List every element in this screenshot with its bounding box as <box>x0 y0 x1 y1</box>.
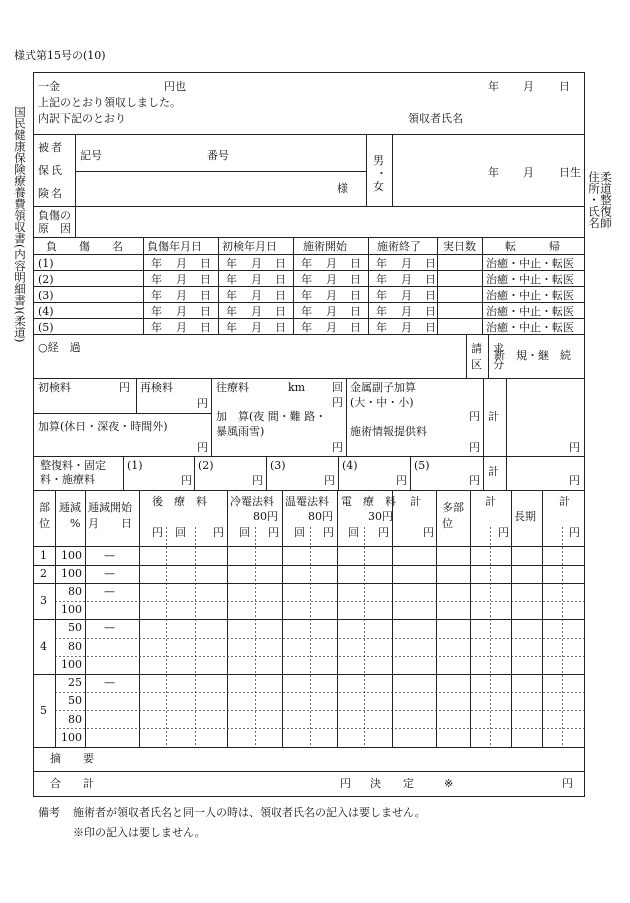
koryo-header: 後 療 料 <box>152 495 207 508</box>
kettei-label: 決 定 <box>370 777 414 790</box>
injury-date-part: 日 <box>350 273 361 286</box>
first-exam-label: 初検料 <box>38 381 71 394</box>
detail-kei-1-en: 円 <box>423 526 434 539</box>
injury-date-part: 年 <box>151 289 162 302</box>
detail-kei-3-en: 円 <box>569 526 580 539</box>
tabui-2: 位 <box>442 517 453 530</box>
injury-date-part: 年 <box>226 321 237 334</box>
fee-total-yen: 円 <box>569 441 580 454</box>
form-title: 国民健康保険療養費領収書(内容明細書)(柔道) <box>13 106 27 343</box>
injury-date-part: 月 <box>401 273 412 286</box>
denki-price: 30円 <box>368 510 393 523</box>
injury-date-part: 月 <box>326 289 337 302</box>
injury-date-part: 日 <box>425 273 436 286</box>
injury-date-part: 日 <box>200 273 211 286</box>
detail-pct: 80 <box>68 639 82 653</box>
denki-en: 円 <box>378 526 389 539</box>
injury-date-part: 日 <box>200 321 211 334</box>
injury-date-part: 月 <box>176 289 187 302</box>
injury-date-part: 月 <box>176 305 187 318</box>
tekiyo-label: 摘 要 <box>50 752 94 765</box>
detail-pct: 25 <box>68 676 82 690</box>
choki-header: 長期 <box>514 510 536 523</box>
seifuku-total-yen: 円 <box>569 474 580 487</box>
detail-dash: — <box>104 676 115 690</box>
injury-date-part: 月 <box>326 305 337 318</box>
onanpo-en: 円 <box>323 526 334 539</box>
biko-label: 備考 <box>38 806 60 819</box>
form-number: 様式第15号の(10) <box>14 49 106 62</box>
teigen-2: % <box>70 517 81 530</box>
birth-year: 年 <box>488 166 499 179</box>
detail-part-number: 3 <box>40 594 47 607</box>
detail-pct: 80 <box>68 585 82 598</box>
injury-date-part: 年 <box>151 257 162 270</box>
detail-kei-3: 計 <box>559 495 570 508</box>
detail-pct: 50 <box>68 694 82 708</box>
seifuku-kei: 計 <box>488 465 499 478</box>
visit-kai: 回 <box>332 381 343 394</box>
outcome-options: 治癒・中止・転医 <box>486 289 574 302</box>
injury-date-part: 月 <box>401 289 412 302</box>
injury-date-part: 日 <box>425 289 436 302</box>
note-line-1: 施術者が領収者氏名と同一人の時は、領収者氏名の記入は要しません。 <box>73 806 426 819</box>
injury-date-part: 日 <box>350 305 361 318</box>
injury-date-part: 年 <box>376 273 387 286</box>
detail-pct: 100 <box>61 567 82 580</box>
seifuku-slot-yen: 円 <box>324 474 335 487</box>
detail-pct: 50 <box>68 621 82 635</box>
injury-date-part: 年 <box>301 289 312 302</box>
cause-label-2: 原 因 <box>38 222 71 235</box>
days-header: 実日数 <box>443 240 476 253</box>
receipt-month: 月 <box>523 80 534 93</box>
outcome-header: 転 帰 <box>505 240 560 253</box>
koryo-en-2: 円 <box>213 526 224 539</box>
onanpo-price: 80円 <box>308 510 333 523</box>
surcharge-label: 加算(休日・深夜・時間外) <box>38 420 168 433</box>
injury-date-part: 月 <box>251 289 262 302</box>
re-exam-yen: 円 <box>197 397 208 410</box>
note-line-2: ※印の記入は要しません。 <box>73 826 206 839</box>
surcharge-yen: 円 <box>197 441 208 454</box>
en-nari-label: 円也 <box>164 80 186 93</box>
detail-pct: 100 <box>61 730 82 744</box>
metal-yen: 円 <box>469 410 480 423</box>
seifuku-slot-label: (2) <box>198 459 214 472</box>
injury-date-part: 年 <box>226 305 237 318</box>
injury-date-part: 年 <box>301 257 312 270</box>
injury-date-part: 日 <box>425 305 436 318</box>
detail-part-number: 1 <box>40 548 47 562</box>
onanpo-header: 温罨法料 <box>285 495 329 508</box>
detail-part-number: 4 <box>40 639 47 653</box>
injury-row-number: (5) <box>38 321 54 334</box>
injury-row-number: (1) <box>38 257 54 270</box>
denki-header: 電 療 料 <box>341 495 396 508</box>
injury-date-part: 月 <box>401 321 412 334</box>
injury-date-part: 年 <box>376 305 387 318</box>
injury-date-part: 年 <box>226 257 237 270</box>
seifuku-slot-label: (5) <box>414 459 430 472</box>
injury-date-part: 年 <box>376 321 387 334</box>
injury-date-part: 年 <box>226 273 237 286</box>
seifuku-label-1: 整復料・固定 <box>40 459 106 472</box>
injury-date-part: 日 <box>350 321 361 334</box>
injury-date-part: 日 <box>275 257 286 270</box>
injury-date-part: 年 <box>376 289 387 302</box>
injury-date-part: 月 <box>251 321 262 334</box>
detail-dash: — <box>104 585 115 598</box>
seifuku-slot-yen: 円 <box>181 474 192 487</box>
injury-date-part: 日 <box>275 273 286 286</box>
reianpo-header: 冷罨法料 <box>230 495 274 508</box>
injury-date-part: 日 <box>200 289 211 302</box>
injury-date-part: 月 <box>251 273 262 286</box>
teigen-start-1: 逓減開始 <box>88 501 132 514</box>
injury-date-part: 月 <box>326 321 337 334</box>
insured-label-1: 被者 <box>38 141 64 154</box>
metal-sub: (大・中・小) <box>350 396 414 409</box>
reianpo-en: 円 <box>268 526 279 539</box>
injury-date-part: 年 <box>301 305 312 318</box>
onanpo-kai: 回 <box>294 526 305 539</box>
end-header: 施術終了 <box>377 240 421 253</box>
injury-date-part: 月 <box>176 273 187 286</box>
detail-dash: — <box>104 621 115 635</box>
fee-kei: 計 <box>488 410 499 423</box>
seifuku-slot-yen: 円 <box>252 474 263 487</box>
injury-date-part: 日 <box>350 257 361 270</box>
bui-1: 部 <box>39 501 50 514</box>
insured-label-3: 険名 <box>38 187 64 200</box>
injury-date-part: 日 <box>425 257 436 270</box>
injury-date-part: 月 <box>401 257 412 270</box>
seifuku-slot-yen: 円 <box>469 474 480 487</box>
practitioner-label: 柔道整復師 <box>599 171 613 229</box>
injury-row-number: (2) <box>38 273 54 286</box>
outcome-options: 治癒・中止・転医 <box>486 305 574 318</box>
visit-yen: 円 <box>332 396 343 409</box>
detail-kei-2: 計 <box>485 495 496 508</box>
tabui-1: 多部 <box>442 501 464 514</box>
sex-dot: ・ <box>376 167 387 180</box>
ikkin-label: 一金 <box>38 80 60 93</box>
claim-value: 新 規・継 続 <box>494 349 571 362</box>
birth-day: 日生 <box>559 166 581 179</box>
injury-date-part: 日 <box>275 321 286 334</box>
outcome-options: 治癒・中止・転医 <box>486 273 574 286</box>
sex-male: 男 <box>373 154 384 167</box>
denki-kai: 回 <box>348 526 359 539</box>
injury-date-part: 日 <box>275 289 286 302</box>
reianpo-kai: 回 <box>239 526 250 539</box>
receipt-day: 日 <box>559 80 570 93</box>
injury-date-part: 年 <box>151 305 162 318</box>
injury-date-part: 月 <box>326 257 337 270</box>
injury-date-part: 年 <box>376 257 387 270</box>
info-fee-yen: 円 <box>469 441 480 454</box>
injury-date-part: 年 <box>226 289 237 302</box>
sama-label: 様 <box>337 182 348 195</box>
seifuku-slot-label: (1) <box>127 459 143 472</box>
visit-km: km <box>288 381 306 394</box>
injury-date-header: 負傷年月日 <box>147 240 202 253</box>
detail-kei-2-en: 円 <box>498 526 509 539</box>
injury-date-part: 月 <box>176 321 187 334</box>
seifuku-slot-label: (4) <box>342 459 358 472</box>
injury-name-header: 負 傷 名 <box>46 240 123 253</box>
start-header: 施術開始 <box>303 240 347 253</box>
injury-date-part: 日 <box>275 305 286 318</box>
injury-date-part: 月 <box>251 257 262 270</box>
injury-date-part: 月 <box>326 273 337 286</box>
outcome-options: 治癒・中止・転医 <box>486 257 574 270</box>
detail-pct: 100 <box>61 548 82 562</box>
teigen-1: 逓減 <box>59 501 81 514</box>
injury-date-part: 日 <box>200 305 211 318</box>
metal-label: 金属副子加算 <box>350 381 416 394</box>
detail-pct: 100 <box>61 657 82 671</box>
injury-date-part: 年 <box>151 321 162 334</box>
detail-dash: — <box>104 567 115 580</box>
detail-pct: 100 <box>61 603 82 616</box>
kettei-yen: 円 <box>562 777 573 790</box>
info-fee-label: 施術情報提供料 <box>350 425 427 438</box>
visit-add-2: 暴風雨雪) <box>216 425 265 438</box>
injury-row-number: (3) <box>38 289 54 302</box>
injury-date-part: 月 <box>401 305 412 318</box>
sex-female: 女 <box>373 180 384 193</box>
injury-date-part: 月 <box>176 257 187 270</box>
insured-label-2: 保氏 <box>38 164 64 177</box>
visit-label: 往療料 <box>216 381 249 394</box>
detail-part-number: 2 <box>40 567 47 580</box>
detail-kei-1: 計 <box>410 495 421 508</box>
seifuku-slot-yen: 円 <box>396 474 407 487</box>
receiver-name-label: 領収者氏名 <box>408 112 463 125</box>
detail-part-number: 5 <box>40 703 47 717</box>
injury-date-part: 日 <box>200 257 211 270</box>
koryo-en: 円 <box>152 526 163 539</box>
kigo-label: 記号 <box>80 149 102 162</box>
bango-label: 番号 <box>207 149 229 162</box>
injury-date-part: 日 <box>425 321 436 334</box>
injury-date-part: 日 <box>350 289 361 302</box>
teigen-start-2: 月 日 <box>88 517 132 530</box>
seifuku-slot-label: (3) <box>270 459 286 472</box>
injury-date-part: 年 <box>151 273 162 286</box>
bui-2: 位 <box>39 517 50 530</box>
injury-date-part: 年 <box>301 321 312 334</box>
detail-dash: — <box>104 548 115 562</box>
injury-row-number: (4) <box>38 305 54 318</box>
kettei-mark: ※ <box>444 777 454 790</box>
claim-label-2: 区 分 <box>471 358 504 371</box>
visit-add-1: 加 算(夜 間・難 路・ <box>216 410 327 423</box>
koryo-kai: 回 <box>175 526 186 539</box>
received-text: 上記のとおり領収しました。 <box>38 96 181 109</box>
receipt-year: 年 <box>488 80 499 93</box>
visit-add-yen: 円 <box>332 441 343 454</box>
seifuku-label-2: 料・施療料 <box>40 473 95 486</box>
first-exam-yen: 円 <box>119 381 130 394</box>
progress-label: ○経 過 <box>38 341 81 354</box>
address-name-label: 住所・氏名 <box>587 171 601 229</box>
first-visit-header: 初検年月日 <box>222 240 277 253</box>
injury-date-part: 年 <box>301 273 312 286</box>
outcome-options: 治癒・中止・転医 <box>486 321 574 334</box>
cause-label-1: 負傷の <box>38 209 71 222</box>
breakdown-text: 内訳下記のとおり <box>38 112 126 125</box>
birth-month: 月 <box>523 166 534 179</box>
total-yen: 円 <box>340 777 351 790</box>
total-label: 合 計 <box>50 777 94 790</box>
claim-label-1: 請 求 <box>471 342 504 355</box>
detail-pct: 80 <box>68 712 82 726</box>
injury-date-part: 月 <box>251 305 262 318</box>
reianpo-price: 80円 <box>253 510 278 523</box>
re-exam-label: 再検料 <box>140 381 173 394</box>
